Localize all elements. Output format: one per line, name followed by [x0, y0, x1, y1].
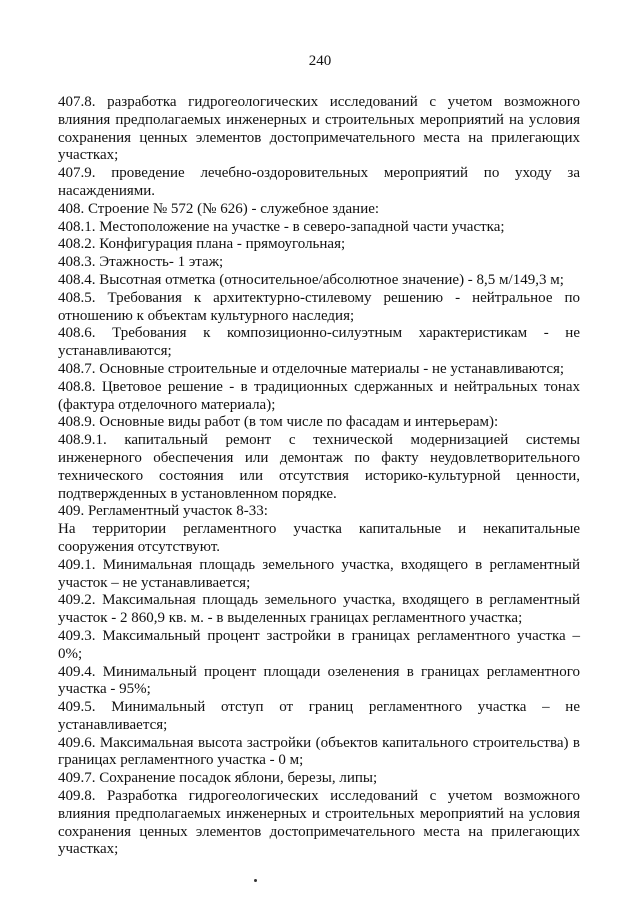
- paragraph-409-2: 409.2. Максимальная площадь земельного участка, входящего в регламентный участок - 2 860,9 кв. м. - в выделенных границах регламентного участка;: [58, 592, 580, 627]
- paragraph-409-3: 409.3. Максимальный процент застройки в границах регламентного участка – 0%;: [58, 627, 580, 662]
- paragraph-409-8: 409.8. Разработка гидрогеологических исследований с учетом возможного влияния предполагаемых инженерных и строительных мероприятий на условия сохранения ценных элементов достопримечательного места на прилегающих участках;: [58, 788, 580, 858]
- paragraph-409-4: 409.4. Минимальный процент площади озеленения в границах регламентного участка - 95%;: [58, 663, 580, 698]
- paragraph-408-7: 408.7. Основные строительные и отделочные материалы - не устанавливаются;: [58, 360, 565, 377]
- paragraph-407-8: 407.8. разработка гидрогеологических исследований с учетом возможного влияния предполагаемых инженерных и строительных мероприятий на условия сохранения ценных элементов достопримечательного места на прилегающих участках;: [58, 94, 580, 164]
- paragraph-408-8: 408.8. Цветовое решение - в традиционных сдержанных и нейтральных тонах (фактура отделочного материала);: [58, 378, 580, 413]
- paragraph-408: 408. Строение № 572 (№ 626) - служебное здание:: [58, 200, 380, 217]
- paragraph-408-5: 408.5. Требования к архитектурно-стилевому решению - нейтральное по отношению к объектам культурного наследия;: [58, 289, 580, 324]
- paragraph-408-6: 408.6. Требования к композиционно-силуэтным характеристикам - не устанавливаются;: [58, 325, 580, 360]
- paragraph-408-9-1: 408.9.1. капитальный ремонт с технической модернизацией системы инженерного обеспечения или демонтаж по факту неудовлетворительного технического состояния или отсутствия историко-культурной ценности, подтвержденных в установленном порядке.: [58, 432, 580, 502]
- paragraph-408-2: 408.2. Конфигурация плана - прямоугольная;: [58, 236, 346, 253]
- paragraph-409-intro: На территории регламентного участка капитальные и некапитальные сооружения отсутствуют.: [58, 521, 580, 555]
- scan-speck: [254, 879, 257, 882]
- paragraph-407-9: 407.9. проведение лечебно-оздоровительных мероприятий по уходу за насаждениями.: [58, 165, 580, 199]
- paragraph-409-7: 409.7. Сохранение посадок яблони, березы, липы;: [58, 770, 378, 787]
- document-body: [58, 94, 580, 859]
- paragraph-409-5: 409.5. Минимальный отступ от границ регламентного участка – не устанавливается;: [58, 699, 580, 733]
- paragraph-408-1: 408.1. Местоположение на участке - в северо-западной части участка;: [58, 218, 505, 235]
- paragraph-409-6: 409.6. Максимальная высота застройки (объектов капитального строительства) в границах регламентного участка - 0 м;: [58, 734, 580, 769]
- page-number: 240: [308, 53, 332, 69]
- paragraph-409: 409. Регламентный участок 8-33:: [58, 503, 268, 520]
- paragraph-408-4: 408.4. Высотная отметка (относительное/абсолютное значение) - 8,5 м/149,3 м;: [58, 271, 564, 288]
- paragraph-408-3: 408.3. Этажность- 1 этаж;: [58, 254, 224, 271]
- paragraph-409-1: 409.1. Минимальная площадь земельного участка, входящего в регламентный участок – не устанавливается;: [58, 556, 580, 591]
- paragraph-408-9: 408.9. Основные виды работ (в том числе по фасадам и интерьерам):: [58, 414, 499, 431]
